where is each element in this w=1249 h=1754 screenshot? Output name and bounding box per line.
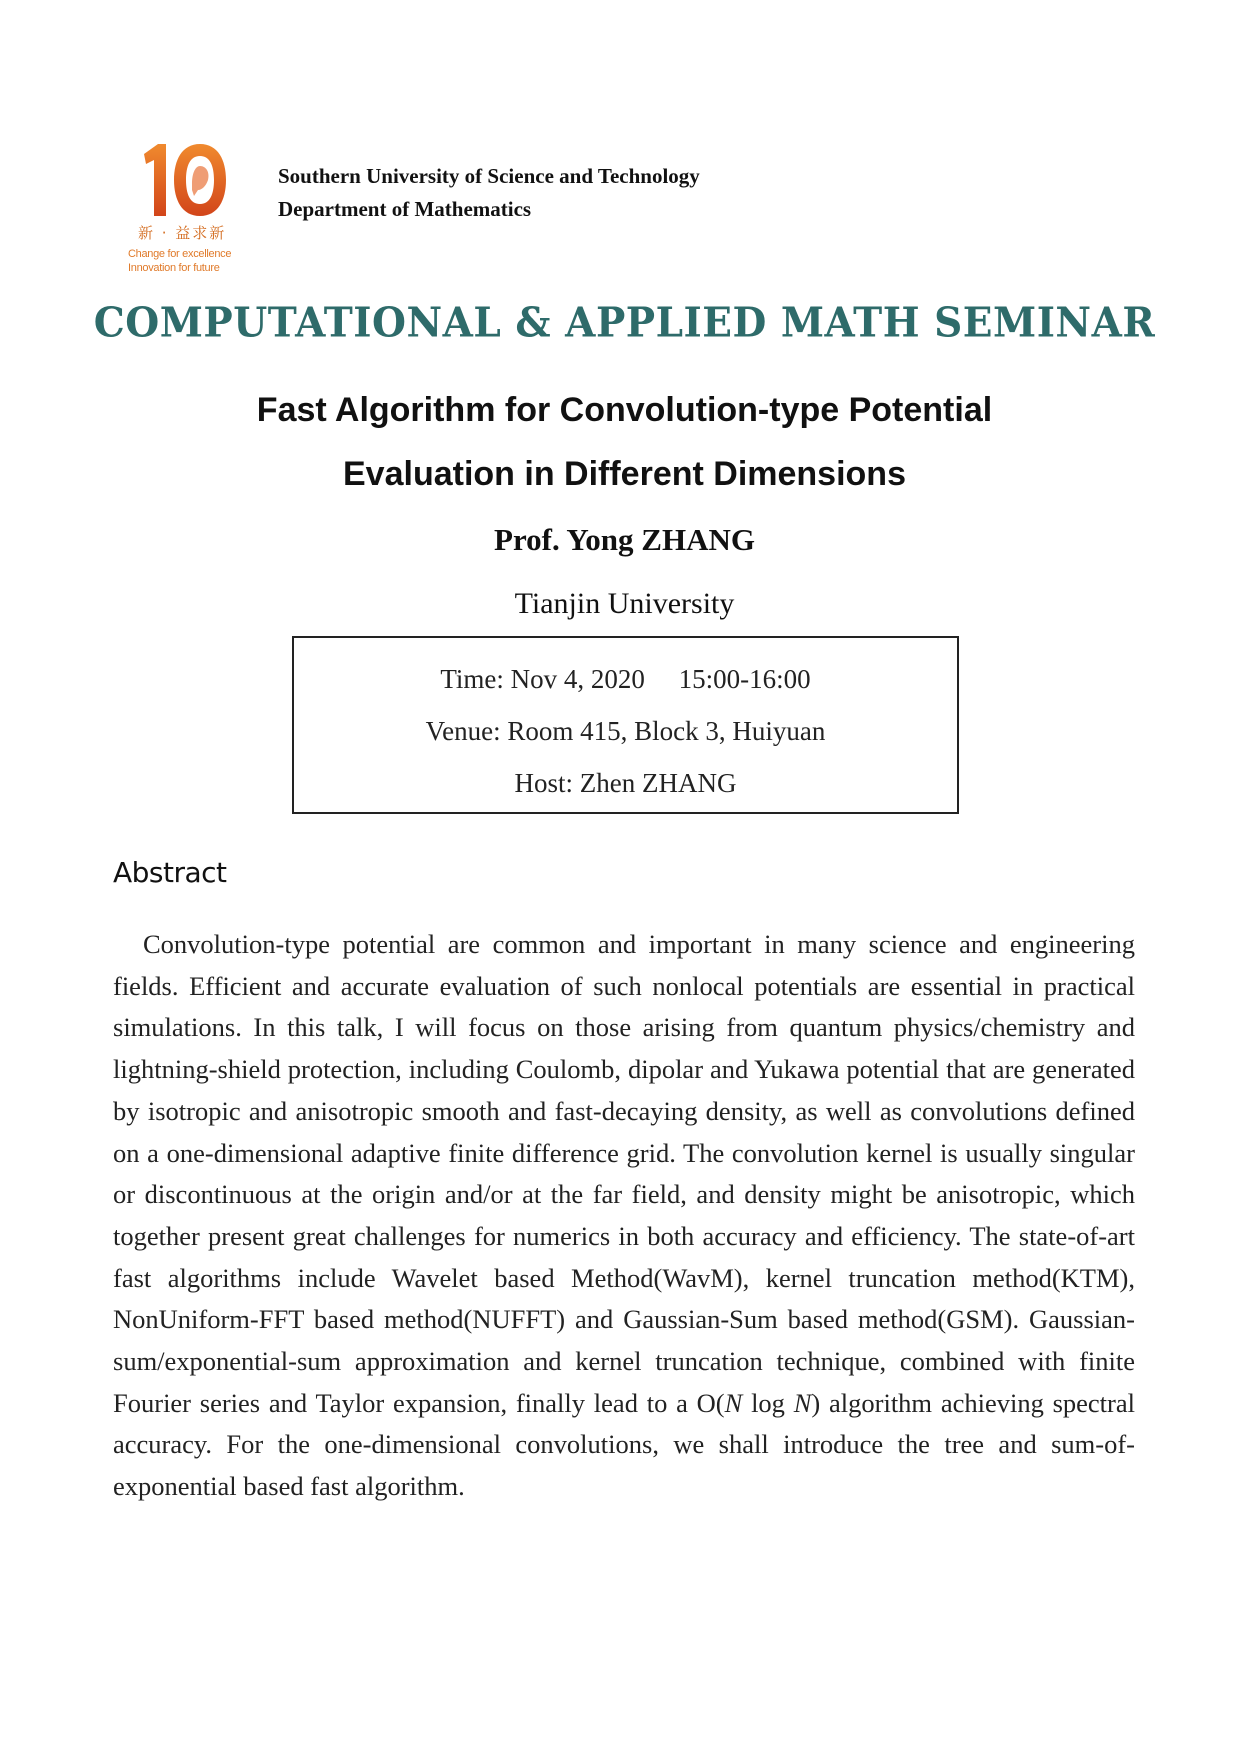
speaker-name: Prof. Yong ZHANG [494, 522, 755, 557]
abstract-text-part-1: Convolution-type potential are common and important in many science and engineering fields. Efficient and accurate evaluation of such nonlocal potentials are essential in practical simulations. In this talk, I will focus on those arising from quantum physics/chemistry and lightning-shield protection, including Coulomb, dipolar and Yukawa potential that are generated by isotropic and anisotropic smooth and fast-decaying density, as well as convolutions defined on a one-dimensional adaptive finite difference grid. The convolution kernel is usually singular or discontinuous at the origin and/or at the far field, and density might be anisotropic, which together present great challenges for numerics in both accuracy and efficiency. The state-of-art fast algorithms include Wavelet based Method(WavM), kernel truncation method(KTM), NonUniform-FFT based method(NUFFT) and Gaussian-Sum based method(GSM). Gaussian-sum/exponential-sum approximation and kernel truncation technique, combined with finite Fourier series and Taylor expansion, finally lead to a O( [113, 929, 1135, 1418]
seminar-series-title: COMPUTATIONAL & APPLIED MATH SEMINAR [93, 298, 1156, 348]
university-name: Southern University of Science and Technology [278, 164, 700, 188]
logo-tagline-1: Change for excellence [128, 248, 232, 260]
anniversary-logo [120, 140, 250, 280]
event-host: Host: Zhen ZHANG [514, 768, 737, 798]
event-time: Time: Nov 4, 2020 15:00-16:00 [440, 664, 811, 694]
logo-chinese-motto: 新 · 益求新 [138, 224, 227, 242]
abstract-body [113, 924, 1135, 1508]
abstract-math-log: log [742, 1387, 794, 1418]
department-name: Department of Mathematics [278, 197, 532, 221]
logo-tagline-2: Innovation for future [128, 262, 220, 274]
talk-title-line-1: Fast Algorithm for Convolution-type Potential [256, 391, 993, 429]
abstract-math-n2: N [793, 1387, 812, 1418]
logo-10-mark [138, 140, 238, 220]
talk-title-line-2: Evaluation in Different Dimensions [343, 455, 906, 493]
event-venue: Venue: Room 415, Block 3, Huiyuan [425, 716, 826, 746]
abstract-text-part-2: ) algorithm achieving spectral accuracy. For the one-dimensional convolutions, we shall introduce the tree and sum-of-exponential based fast algorithm. [113, 1387, 1135, 1502]
abstract-heading: Abstract [113, 856, 227, 889]
talk-title [0, 378, 1249, 506]
institution-header [278, 160, 700, 226]
event-info-box [292, 636, 959, 814]
speaker-affiliation: Tianjin University [514, 587, 735, 620]
abstract-math-n1: N [724, 1387, 743, 1418]
